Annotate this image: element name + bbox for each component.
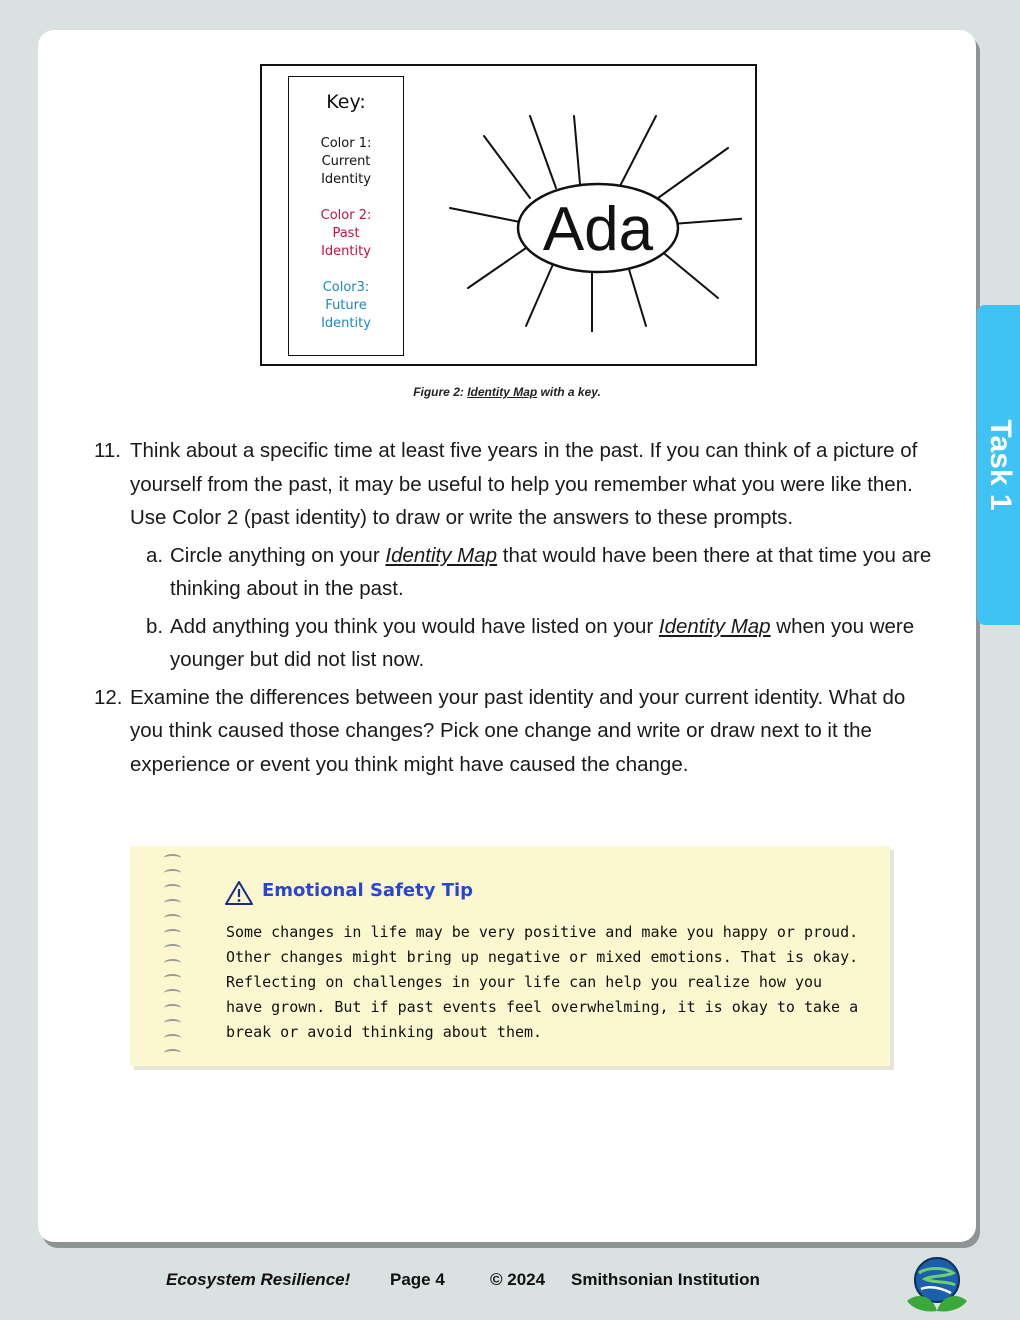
- key-title: Key:: [326, 91, 366, 113]
- step-text: Think about a specific time at least five years in the past. If you can think of a picture of yourself from the past, it may be useful to help you remember what you were like then. Use Color 2 (past identity) to draw or write the answers to these prompts.: [130, 439, 918, 529]
- caption-prefix: Figure 2:: [413, 385, 468, 399]
- key-color2: [289, 207, 403, 261]
- step-text: Examine the differences between your past identity and your current identity. What do you think caused those changes? Pick one change and write or draw next to it the experience or event you think might have caused the change.: [130, 685, 906, 776]
- warning-triangle-icon: [224, 880, 254, 906]
- key-color2-line1: Color 2:: [320, 208, 372, 223]
- page-footer: [0, 1270, 1020, 1296]
- page-card: [38, 30, 976, 1242]
- key-color1-line3: Identity: [321, 172, 371, 187]
- footer-institution: Smithsonian Institution: [571, 1270, 760, 1289]
- identity-map-term: Identity Map: [658, 614, 771, 638]
- key-color1-line2: Current: [321, 154, 371, 169]
- identity-map-figure: [260, 64, 757, 366]
- map-center-name: Ada: [542, 195, 654, 264]
- caption-term: Identity Map: [467, 385, 538, 399]
- tip-heading: Emotional Safety Tip: [262, 880, 474, 901]
- footer-book-title: Ecosystem Resilience!: [166, 1270, 351, 1289]
- map-ray: [468, 248, 526, 288]
- emotional-safety-tip-box: [130, 846, 890, 1066]
- globe-leaves-logo: [905, 1255, 969, 1315]
- key-color2-line2: Past: [332, 226, 360, 241]
- key-color3-line2: Future: [325, 298, 367, 313]
- instruction-steps: [94, 434, 934, 785]
- key-color3-line3: Identity: [321, 316, 371, 331]
- substep-letter: b.: [146, 614, 164, 638]
- step-12: [94, 681, 934, 782]
- key-box: [288, 76, 404, 356]
- identity-map-drawing: [422, 102, 742, 332]
- footer-copyright: © 2024: [490, 1270, 546, 1289]
- map-ray: [574, 116, 580, 184]
- step-11-a: [94, 539, 934, 606]
- step-number: 11.: [94, 439, 121, 462]
- step-number: 12.: [94, 685, 123, 709]
- substep-text-after: that would have been there at that time you are thinking about in the past.: [170, 543, 932, 600]
- task-side-tab-label: Task 1: [984, 419, 1017, 511]
- map-ray: [484, 136, 530, 198]
- notepad-rings: [164, 854, 184, 1064]
- map-ray: [450, 208, 520, 222]
- caption-suffix: with a key.: [537, 385, 601, 399]
- figure-caption: [38, 385, 976, 399]
- map-ray: [628, 266, 646, 326]
- substep-text-after: when you were younger but did not list now.: [170, 614, 915, 671]
- key-color1-line1: Color 1:: [320, 136, 372, 151]
- footer-page-number: Page 4: [390, 1270, 445, 1289]
- key-color3-line1: Color3:: [322, 280, 370, 295]
- substep-letter: a.: [146, 543, 164, 567]
- key-color1: [289, 135, 403, 189]
- substep-text-before: Circle anything on your: [170, 543, 386, 567]
- tip-body: Some changes in life may be very positive and make you happy or proud. Other changes might bring up negative or mixed emotions. That is okay. Reflecting on challenges in your life can help you realize how you have grown. But if past events feel overwhelming, it is okay to take a break or avoid thinking about them.: [226, 923, 859, 1041]
- key-color3: [289, 279, 403, 333]
- step-11-b: [94, 610, 934, 677]
- key-color2-line3: Identity: [321, 244, 371, 259]
- map-ray: [660, 250, 718, 298]
- substep-text-before: Add anything you think you would have listed on your: [170, 614, 659, 638]
- map-ray: [658, 148, 728, 198]
- map-ray: [530, 116, 556, 188]
- map-ray: [672, 218, 742, 224]
- identity-map-term: Identity Map: [385, 543, 498, 567]
- map-ray: [620, 116, 656, 186]
- map-ray: [526, 262, 554, 326]
- step-11: [94, 434, 934, 535]
